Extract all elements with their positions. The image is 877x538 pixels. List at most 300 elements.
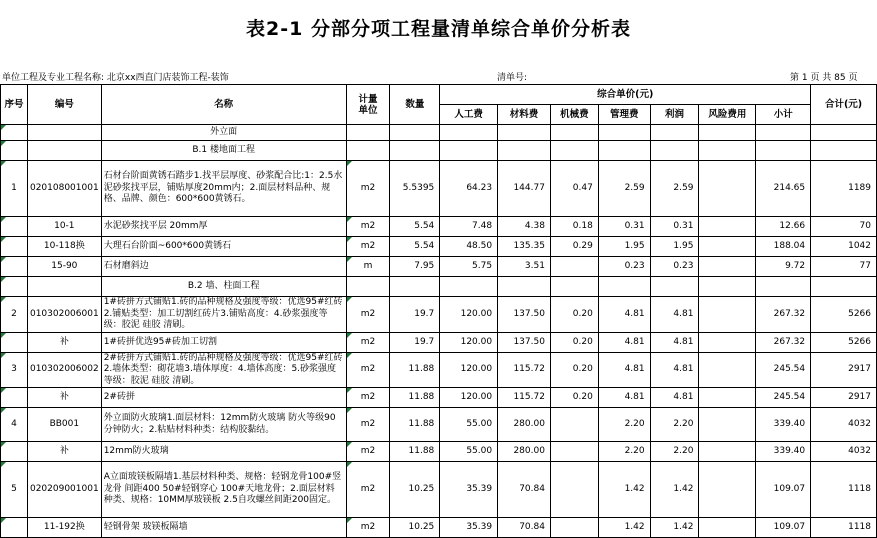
name-cell-text: 大理石台阶面~600*600黄锈石 — [103, 241, 232, 251]
code-cell — [27, 237, 101, 257]
empty-cell — [598, 125, 650, 141]
empty-cell — [756, 125, 811, 141]
seq-cell — [1, 141, 28, 161]
subtotal-cell — [756, 237, 811, 257]
unit-cell-text: m2 — [360, 364, 376, 375]
unit-cell — [346, 442, 390, 462]
profit-cell — [650, 217, 699, 237]
machine-cell-text: 0.20 — [572, 364, 593, 375]
machine-cell-text: 0.20 — [572, 308, 593, 319]
empty-cell — [811, 141, 877, 161]
header-unit-price: 综合单价(元) — [440, 85, 811, 105]
labor-cell — [440, 408, 498, 442]
material-cell-text: 137.50 — [513, 308, 545, 319]
code-cell-text: BB001 — [49, 419, 80, 429]
header-machine: 机械费 — [550, 105, 598, 125]
manage-cell-text: 4.81 — [624, 308, 645, 319]
cell-comment-marker-icon — [1, 353, 6, 358]
manage-cell-text: 4.81 — [624, 364, 645, 375]
machine-cell-text: 0.47 — [572, 183, 593, 193]
empty-cell — [550, 125, 598, 141]
subtotal-cell-text: 12.66 — [779, 221, 806, 231]
manage-cell — [598, 297, 650, 333]
unit-cell-text: m2 — [360, 241, 376, 251]
table-row — [1, 332, 877, 352]
seq-cell — [1, 518, 28, 538]
empty-cell — [346, 125, 390, 141]
material-cell-text: 137.50 — [513, 336, 545, 347]
labor-cell — [440, 161, 498, 217]
qty-cell-text: 11.88 — [408, 446, 435, 456]
manage-cell-text: 4.81 — [624, 392, 645, 402]
material-cell-text: 4.38 — [524, 221, 545, 231]
profit-cell-text: 2.20 — [673, 419, 694, 429]
code-cell — [27, 297, 101, 333]
subtotal-cell — [756, 352, 811, 388]
section-title-text: B.2 墙、柱面工程 — [187, 281, 260, 291]
section-title — [101, 141, 346, 161]
subtotal-cell-text: 214.65 — [773, 183, 806, 193]
qty-cell-text: 19.7 — [414, 308, 435, 319]
qty-cell — [390, 352, 440, 388]
total-cell-text: 5266 — [848, 308, 871, 319]
total-cell — [811, 161, 877, 217]
table-row — [1, 237, 877, 257]
labor-cell — [440, 518, 498, 538]
total-cell — [811, 297, 877, 333]
machine-cell — [550, 161, 598, 217]
cell-comment-marker-icon — [1, 333, 6, 338]
table-row — [1, 161, 877, 217]
code-cell-text: 10-1 — [54, 221, 75, 231]
cell-comment-marker-icon — [347, 333, 352, 338]
cell-comment-marker-icon — [1, 518, 6, 523]
unit-cell — [346, 217, 390, 237]
name-cell-text: 石材磨斜边 — [103, 261, 149, 271]
name-cell — [101, 408, 346, 442]
section-title — [101, 277, 346, 297]
qty-cell — [390, 161, 440, 217]
unit-cell-text: m2 — [360, 392, 376, 402]
empty-cell — [346, 141, 390, 161]
seq-cell-text: 3 — [11, 364, 17, 375]
risk-cell — [699, 518, 756, 538]
empty-cell — [498, 277, 551, 297]
material-cell — [498, 332, 551, 352]
cell-comment-marker-icon — [1, 237, 6, 242]
unit-cell — [346, 161, 390, 217]
labor-cell-text: 55.00 — [466, 446, 493, 456]
name-cell — [101, 462, 346, 518]
cell-comment-marker-icon — [1, 257, 6, 262]
cell-comment-marker-icon — [1, 217, 6, 222]
risk-cell — [699, 408, 756, 442]
code-cell — [27, 217, 101, 237]
profit-cell-text: 0.23 — [673, 261, 694, 271]
profit-cell — [650, 161, 699, 217]
empty-cell — [699, 277, 756, 297]
material-cell-text: 115.72 — [513, 364, 545, 375]
material-cell — [498, 257, 551, 277]
name-cell-text: A立面玻镁板隔墙1.基层材料种类、规格：轻钢龙骨100#竖龙骨 间距400 50#轻钢穿心 100#天地龙骨；2.面层材料种类、规格：10MM厚玻镁板 2.5自攻螺丝间距200固定。 — [103, 472, 342, 506]
empty-cell — [440, 277, 498, 297]
table-row — [1, 462, 877, 518]
cell-comment-marker-icon — [347, 353, 352, 358]
manage-cell-text: 2.20 — [624, 419, 645, 429]
subtotal-cell-text: 9.72 — [785, 261, 806, 271]
unit-cell-text: m2 — [360, 221, 376, 231]
list-number-label: 清单号: — [497, 73, 528, 83]
subtotal-cell-text: 245.54 — [773, 364, 806, 375]
empty-cell — [598, 277, 650, 297]
material-cell — [498, 462, 551, 518]
material-cell — [498, 518, 551, 538]
cell-comment-marker-icon — [1, 141, 6, 146]
labor-cell — [440, 332, 498, 352]
qty-cell — [390, 217, 440, 237]
manage-cell-text: 1.42 — [624, 522, 645, 532]
labor-cell-text: 120.00 — [460, 308, 493, 319]
profit-cell-text: 1.95 — [673, 241, 694, 251]
empty-cell — [498, 125, 551, 141]
manage-cell-text: 1.95 — [624, 241, 645, 251]
qty-cell-text: 5.54 — [414, 241, 435, 251]
unit-cell-text: m2 — [360, 183, 376, 193]
empty-cell — [440, 141, 498, 161]
subtotal-cell-text: 267.32 — [773, 336, 806, 347]
labor-cell-text: 64.23 — [466, 183, 493, 193]
seq-cell — [1, 161, 28, 217]
empty-cell — [650, 141, 699, 161]
labor-cell — [440, 462, 498, 518]
cell-comment-marker-icon — [1, 125, 6, 130]
total-cell — [811, 442, 877, 462]
machine-cell — [550, 217, 598, 237]
qty-cell-text: 5.54 — [414, 221, 435, 231]
cell-comment-marker-icon — [347, 388, 352, 393]
labor-cell-text: 120.00 — [460, 392, 493, 402]
manage-cell — [598, 388, 650, 408]
unit-cell — [346, 297, 390, 333]
risk-cell — [699, 257, 756, 277]
qty-cell-text: 10.25 — [408, 522, 435, 532]
seq-cell-text: 2 — [11, 308, 17, 319]
name-cell — [101, 237, 346, 257]
material-cell-text: 115.72 — [513, 392, 545, 402]
code-cell-text: 补 — [59, 446, 69, 456]
name-cell-text: 1#砖拼优选95#砖加工切割 — [103, 336, 217, 347]
machine-cell — [550, 462, 598, 518]
total-cell — [811, 257, 877, 277]
risk-cell — [699, 297, 756, 333]
material-cell — [498, 442, 551, 462]
qty-cell-text: 11.88 — [408, 364, 435, 375]
profit-cell — [650, 297, 699, 333]
code-cell — [27, 442, 101, 462]
header-subtotal: 小计 — [756, 105, 811, 125]
profit-cell — [650, 442, 699, 462]
code-cell — [27, 125, 101, 141]
labor-cell-text: 35.39 — [466, 484, 493, 494]
qty-cell — [390, 462, 440, 518]
cell-comment-marker-icon — [1, 297, 6, 302]
manage-cell — [598, 518, 650, 538]
name-cell-text: 石材台阶面黄锈石踏步1.找平层厚度、砂浆配合比:1：2.5水泥砂浆找平层，铺贴厚度20mm内；2.面层材料品种、规格、品牌、颜色：600*600黄锈石。 — [103, 171, 343, 205]
table-row — [1, 408, 877, 442]
material-cell-text: 70.84 — [519, 484, 545, 494]
name-cell — [101, 352, 346, 388]
table-body — [1, 125, 877, 538]
total-cell — [811, 217, 877, 237]
name-cell — [101, 257, 346, 277]
name-cell — [101, 388, 346, 408]
name-cell-text: 水泥砂浆找平层 20mm厚 — [103, 221, 208, 231]
unit-cell-text: m2 — [360, 484, 376, 494]
name-cell — [101, 217, 346, 237]
labor-cell — [440, 442, 498, 462]
profit-cell-text: 2.59 — [673, 183, 694, 193]
table-row — [1, 257, 877, 277]
profit-cell — [650, 388, 699, 408]
seq-cell — [1, 125, 28, 141]
seq-cell — [1, 352, 28, 388]
empty-cell — [756, 277, 811, 297]
total-cell — [811, 462, 877, 518]
seq-cell-text: 4 — [11, 419, 17, 429]
header-risk: 风险费用 — [699, 105, 756, 125]
empty-cell — [440, 125, 498, 141]
total-cell-text: 4032 — [848, 446, 871, 456]
total-cell-text: 77 — [859, 261, 871, 271]
code-cell-text: 010302006001 — [29, 308, 99, 319]
code-cell — [27, 408, 101, 442]
section-title-text: B.1 楼地面工程 — [192, 145, 255, 155]
name-cell-text: 2#砖拼方式铺贴1.砖的品种规格及强度等级：优选95#红砖2.墙体类型：砌花墙3.墙体厚度：4.墙体高度：5.砂浆强度等级：胶泥 硅胶 清刷。 — [103, 352, 343, 386]
unit-cell — [346, 237, 390, 257]
manage-cell — [598, 217, 650, 237]
empty-cell — [650, 277, 699, 297]
name-cell-text: 轻钢骨架 玻镁板隔墙 — [103, 522, 188, 532]
machine-cell — [550, 257, 598, 277]
cell-comment-marker-icon — [347, 161, 352, 166]
machine-cell-text: 0.20 — [572, 336, 593, 347]
risk-cell — [699, 217, 756, 237]
name-cell — [101, 332, 346, 352]
empty-cell — [699, 125, 756, 141]
empty-cell — [811, 277, 877, 297]
subtotal-cell-text: 109.07 — [773, 522, 806, 532]
empty-cell — [650, 125, 699, 141]
subtotal-cell — [756, 388, 811, 408]
code-cell — [27, 518, 101, 538]
name-cell — [101, 161, 346, 217]
qty-cell-text: 7.95 — [414, 261, 435, 271]
unit-cell-text: m2 — [360, 522, 376, 532]
total-cell — [811, 518, 877, 538]
risk-cell — [699, 442, 756, 462]
section-title — [101, 125, 346, 141]
table-row — [1, 518, 877, 538]
material-cell-text: 3.51 — [524, 261, 545, 271]
code-cell — [27, 141, 101, 161]
total-cell — [811, 237, 877, 257]
labor-cell-text: 35.39 — [466, 522, 493, 532]
manage-cell-text: 0.31 — [624, 221, 645, 231]
machine-cell-text: 0.18 — [572, 221, 593, 231]
machine-cell-text: 0.20 — [572, 392, 593, 402]
qty-cell-text: 11.88 — [408, 419, 435, 429]
seq-cell — [1, 442, 28, 462]
risk-cell — [699, 388, 756, 408]
seq-cell — [1, 297, 28, 333]
code-cell-text: 15-90 — [51, 261, 78, 271]
material-cell — [498, 237, 551, 257]
unit-cell-text: m2 — [360, 308, 376, 319]
empty-cell — [699, 141, 756, 161]
material-cell — [498, 217, 551, 237]
total-cell — [811, 408, 877, 442]
header-unit: 计量 单位 — [346, 85, 390, 125]
total-cell-text: 70 — [859, 221, 871, 231]
profit-cell-text: 1.42 — [673, 522, 694, 532]
total-cell-text: 2917 — [848, 364, 871, 375]
labor-cell-text: 120.00 — [460, 364, 493, 375]
manage-cell — [598, 161, 650, 217]
cell-comment-marker-icon — [347, 462, 352, 467]
qty-cell — [390, 297, 440, 333]
subtotal-cell-text: 245.54 — [773, 392, 806, 402]
manage-cell-text: 2.59 — [624, 183, 645, 193]
profit-cell — [650, 352, 699, 388]
labor-cell — [440, 388, 498, 408]
empty-cell — [598, 141, 650, 161]
unit-cell — [346, 518, 390, 538]
cell-comment-marker-icon — [347, 297, 352, 302]
empty-cell — [498, 141, 551, 161]
code-cell — [27, 277, 101, 297]
material-cell-text: 280.00 — [513, 446, 545, 456]
unit-cell — [346, 332, 390, 352]
empty-cell — [390, 277, 440, 297]
header-qty: 数量 — [390, 85, 440, 125]
empty-cell — [756, 141, 811, 161]
unit-cell-text: m2 — [360, 419, 376, 429]
profit-cell-text: 2.20 — [673, 446, 694, 456]
machine-cell — [550, 237, 598, 257]
unit-cell-text: m — [363, 261, 373, 271]
section-row — [1, 125, 877, 141]
labor-cell — [440, 297, 498, 333]
subtotal-cell-text: 339.40 — [773, 446, 806, 456]
cell-comment-marker-icon — [1, 442, 6, 447]
name-cell — [101, 442, 346, 462]
profit-cell-text: 4.81 — [673, 392, 694, 402]
qty-cell — [390, 257, 440, 277]
header-total: 合计(元) — [811, 85, 877, 125]
cell-comment-marker-icon — [1, 408, 6, 413]
qty-cell-text: 11.88 — [408, 392, 435, 402]
subtotal-cell — [756, 332, 811, 352]
code-cell-text: 补 — [59, 336, 69, 347]
unit-cell — [346, 257, 390, 277]
profit-cell-text: 4.81 — [673, 336, 694, 347]
empty-cell — [346, 277, 390, 297]
cell-comment-marker-icon — [1, 161, 6, 166]
subtotal-cell — [756, 462, 811, 518]
subtotal-cell-text: 188.04 — [773, 241, 806, 251]
name-cell-text: 外立面防火玻璃1.面层材料：12mm防火玻璃 防火等级90分钟防火；2.粘贴材料种类：结构胶黏结。 — [103, 413, 336, 435]
profit-cell-text: 1.42 — [673, 484, 694, 494]
labor-cell-text: 48.50 — [466, 241, 493, 251]
cell-comment-marker-icon — [347, 257, 352, 262]
subtotal-cell — [756, 442, 811, 462]
profit-cell — [650, 332, 699, 352]
profit-cell-text: 4.81 — [673, 364, 694, 375]
profit-cell — [650, 237, 699, 257]
header-labor: 人工费 — [440, 105, 498, 125]
material-cell — [498, 297, 551, 333]
code-cell — [27, 161, 101, 217]
risk-cell — [699, 462, 756, 518]
subtotal-cell-text: 339.40 — [773, 419, 806, 429]
unit-cell — [346, 462, 390, 518]
manage-cell — [598, 408, 650, 442]
unit-cell-text: m2 — [360, 336, 376, 347]
risk-cell — [699, 332, 756, 352]
cell-comment-marker-icon — [347, 408, 352, 413]
code-cell-text: 补 — [59, 392, 69, 402]
profit-cell — [650, 408, 699, 442]
qty-cell-text: 19.7 — [414, 336, 435, 347]
header-manage: 管理费 — [598, 105, 650, 125]
empty-cell — [390, 125, 440, 141]
empty-cell — [811, 125, 877, 141]
empty-cell — [550, 141, 598, 161]
cell-comment-marker-icon — [347, 217, 352, 222]
name-cell-text: 1#砖拼方式铺贴1.砖的品种规格及强度等级：优选95#红砖2.铺贴类型：加工切割红砖片3.铺贴高度：4.砂浆强度等级：胶泥 硅胶 清刷。 — [103, 297, 343, 330]
total-cell-text: 1118 — [848, 484, 871, 494]
subtotal-cell — [756, 297, 811, 333]
code-cell-text: 020108001001 — [29, 183, 99, 193]
material-cell-text: 144.77 — [513, 183, 545, 193]
qty-cell — [390, 332, 440, 352]
machine-cell — [550, 408, 598, 442]
qty-cell-text: 10.25 — [408, 484, 435, 494]
name-cell — [101, 518, 346, 538]
project-name: 单位工程及专业工程名称: 北京xx西直门店装饰工程-装饰 — [2, 73, 229, 83]
subtotal-cell-text: 267.32 — [773, 308, 806, 319]
material-cell-text: 70.84 — [519, 522, 545, 532]
seq-cell — [1, 462, 28, 518]
manage-cell-text: 1.42 — [624, 484, 645, 494]
labor-cell — [440, 237, 498, 257]
subtotal-cell — [756, 518, 811, 538]
section-row — [1, 277, 877, 297]
labor-cell — [440, 217, 498, 237]
subtotal-cell — [756, 408, 811, 442]
header-material: 材料费 — [498, 105, 551, 125]
seq-cell-text: 5 — [11, 484, 17, 494]
header-profit: 利润 — [650, 105, 699, 125]
code-cell-text: 010302006002 — [29, 364, 99, 375]
profit-cell — [650, 257, 699, 277]
qty-cell — [390, 518, 440, 538]
manage-cell — [598, 352, 650, 388]
subtotal-cell — [756, 217, 811, 237]
subtotal-cell-text: 109.07 — [773, 484, 806, 494]
material-cell — [498, 352, 551, 388]
material-cell — [498, 388, 551, 408]
